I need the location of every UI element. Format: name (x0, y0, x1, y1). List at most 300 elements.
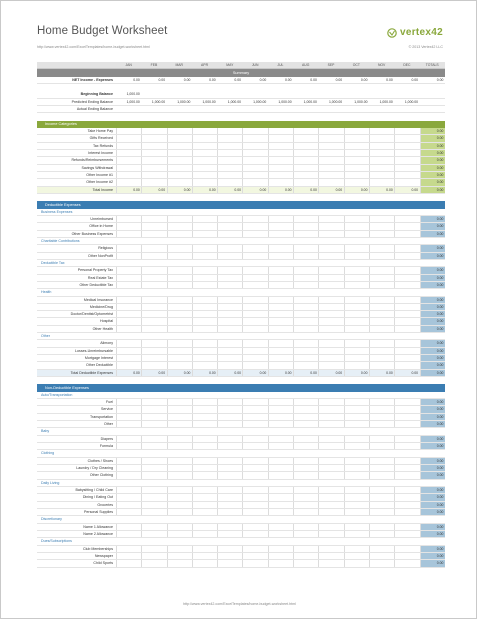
income-row-4-cell-nov[interactable] (369, 157, 394, 163)
deductible-row-4-0-cell-apr[interactable] (192, 340, 217, 346)
nondeductible-row-1-0-cell-jan[interactable] (116, 436, 141, 442)
deductible-row-3-4-cell-apr[interactable] (192, 326, 217, 332)
deductible-row-1-0-cell-feb[interactable] (141, 245, 166, 251)
deductible-row-4-1-cell-mar[interactable] (167, 348, 192, 354)
nondeductible-row-2-2-cell-jul[interactable] (268, 472, 293, 478)
nondeductible-row-3-1-cell-may[interactable] (217, 494, 242, 500)
deductible-row-3-3-cell-feb[interactable] (141, 318, 166, 324)
nondeductible-row-2-0-cell-feb[interactable] (141, 458, 166, 464)
footer-url[interactable]: http://www.vertex42.com/ExcelTemplates/home-budget-worksheet.html (183, 602, 296, 606)
nondeductible-row-4-1-cell-mar[interactable] (167, 531, 192, 537)
income-row-6-cell-may[interactable] (217, 172, 242, 178)
income-row-2-cell-feb[interactable] (141, 143, 166, 149)
deductible-row-1-1-cell-jul[interactable] (268, 253, 293, 259)
deductible-row-3-4-cell-jan[interactable] (116, 326, 141, 332)
nondeductible-row-0-2-cell-may[interactable] (217, 414, 242, 420)
deductible-row-3-2-cell-jan[interactable] (116, 311, 141, 317)
deductible-row-3-0-cell-jun[interactable] (242, 297, 267, 303)
nondeductible-row-1-1-cell-oct[interactable] (344, 443, 369, 449)
income-row-0-cell-sep[interactable] (318, 128, 343, 134)
deductible-row-4-0-cell-may[interactable] (217, 340, 242, 346)
income-row-3-cell-sep[interactable] (318, 150, 343, 156)
income-row-2-cell-apr[interactable] (192, 143, 217, 149)
nondeductible-row-5-2-cell-jan[interactable] (116, 560, 141, 566)
deductible-row-4-2-cell-jul[interactable] (268, 355, 293, 361)
nondeductible-row-2-2-cell-aug[interactable] (293, 472, 318, 478)
income-row-5-cell-oct[interactable] (344, 165, 369, 171)
nondeductible-row-5-0-cell-apr[interactable] (192, 546, 217, 552)
deductible-row-2-2-cell-nov[interactable] (369, 282, 394, 288)
nondeductible-row-4-1-cell-feb[interactable] (141, 531, 166, 537)
income-row-7-cell-jun[interactable] (242, 179, 267, 185)
nondeductible-row-1-0-cell-sep[interactable] (318, 436, 343, 442)
nondeductible-row-2-1-cell-mar[interactable] (167, 465, 192, 471)
nondeductible-row-2-2-cell-oct[interactable] (344, 472, 369, 478)
deductible-row-0-2-cell-jul[interactable] (268, 231, 293, 237)
nondeductible-row-2-2-cell-mar[interactable] (167, 472, 192, 478)
nondeductible-row-2-2-cell-jan[interactable] (116, 472, 141, 478)
deductible-row-0-1-cell-mar[interactable] (167, 223, 192, 229)
deductible-row-3-0-cell-aug[interactable] (293, 297, 318, 303)
deductible-row-4-0-cell-oct[interactable] (344, 340, 369, 346)
nondeductible-row-0-1-cell-mar[interactable] (167, 406, 192, 412)
deductible-row-2-2-cell-may[interactable] (217, 282, 242, 288)
income-row-5-cell-may[interactable] (217, 165, 242, 171)
income-row-7-cell-oct[interactable] (344, 179, 369, 185)
nondeductible-row-3-2-cell-aug[interactable] (293, 502, 318, 508)
deductible-row-1-1-cell-oct[interactable] (344, 253, 369, 259)
nondeductible-row-0-0-cell-jun[interactable] (242, 399, 267, 405)
nondeductible-row-3-0-cell-nov[interactable] (369, 487, 394, 493)
income-row-1-cell-may[interactable] (217, 135, 242, 141)
nondeductible-row-5-0-cell-aug[interactable] (293, 546, 318, 552)
nondeductible-row-5-1-cell-jan[interactable] (116, 553, 141, 559)
nondeductible-row-3-0-cell-jul[interactable] (268, 487, 293, 493)
income-row-3-cell-nov[interactable] (369, 150, 394, 156)
income-row-0-cell-mar[interactable] (167, 128, 192, 134)
nondeductible-row-3-0-cell-jan[interactable] (116, 487, 141, 493)
income-row-4-cell-feb[interactable] (141, 157, 166, 163)
nondeductible-row-4-0-cell-jan[interactable] (116, 524, 141, 530)
nondeductible-row-1-1-cell-jan[interactable] (116, 443, 141, 449)
deductible-row-2-1-cell-feb[interactable] (141, 275, 166, 281)
deductible-row-3-1-cell-jun[interactable] (242, 304, 267, 310)
nondeductible-row-0-1-cell-sep[interactable] (318, 406, 343, 412)
income-row-4-cell-apr[interactable] (192, 157, 217, 163)
nondeductible-row-3-2-cell-jan[interactable] (116, 502, 141, 508)
deductible-row-0-2-cell-mar[interactable] (167, 231, 192, 237)
deductible-row-3-0-cell-feb[interactable] (141, 297, 166, 303)
nondeductible-row-2-1-cell-jun[interactable] (242, 465, 267, 471)
deductible-row-3-4-cell-dec[interactable] (394, 326, 419, 332)
nondeductible-row-3-2-cell-apr[interactable] (192, 502, 217, 508)
nondeductible-row-5-0-cell-feb[interactable] (141, 546, 166, 552)
income-row-4-cell-aug[interactable] (293, 157, 318, 163)
income-row-6-cell-nov[interactable] (369, 172, 394, 178)
nondeductible-row-4-1-cell-apr[interactable] (192, 531, 217, 537)
deductible-row-2-1-cell-may[interactable] (217, 275, 242, 281)
nondeductible-row-3-3-cell-dec[interactable] (394, 509, 419, 515)
deductible-row-4-2-cell-sep[interactable] (318, 355, 343, 361)
income-row-0-cell-apr[interactable] (192, 128, 217, 134)
deductible-row-0-2-cell-sep[interactable] (318, 231, 343, 237)
nondeductible-row-1-1-cell-nov[interactable] (369, 443, 394, 449)
deductible-row-0-2-cell-nov[interactable] (369, 231, 394, 237)
income-row-6-cell-dec[interactable] (394, 172, 419, 178)
nondeductible-row-5-2-cell-dec[interactable] (394, 560, 419, 566)
income-row-1-cell-nov[interactable] (369, 135, 394, 141)
income-row-3-cell-jul[interactable] (268, 150, 293, 156)
deductible-row-3-1-cell-oct[interactable] (344, 304, 369, 310)
nondeductible-row-4-1-cell-oct[interactable] (344, 531, 369, 537)
income-row-5-cell-jan[interactable] (116, 165, 141, 171)
nondeductible-row-3-3-cell-aug[interactable] (293, 509, 318, 515)
deductible-row-4-2-cell-oct[interactable] (344, 355, 369, 361)
deductible-row-0-0-cell-apr[interactable] (192, 216, 217, 222)
nondeductible-row-1-1-cell-feb[interactable] (141, 443, 166, 449)
nondeductible-row-3-0-cell-sep[interactable] (318, 487, 343, 493)
nondeductible-row-0-1-cell-aug[interactable] (293, 406, 318, 412)
income-row-1-cell-sep[interactable] (318, 135, 343, 141)
deductible-row-0-1-cell-oct[interactable] (344, 223, 369, 229)
deductible-row-0-2-cell-feb[interactable] (141, 231, 166, 237)
income-row-6-cell-feb[interactable] (141, 172, 166, 178)
deductible-row-4-3-cell-jun[interactable] (242, 362, 267, 368)
nondeductible-row-5-0-cell-jun[interactable] (242, 546, 267, 552)
nondeductible-row-2-1-cell-apr[interactable] (192, 465, 217, 471)
nondeductible-row-3-1-cell-nov[interactable] (369, 494, 394, 500)
nondeductible-row-3-0-cell-oct[interactable] (344, 487, 369, 493)
nondeductible-row-0-3-cell-jun[interactable] (242, 421, 267, 427)
nondeductible-row-1-1-cell-may[interactable] (217, 443, 242, 449)
nondeductible-row-0-3-cell-jul[interactable] (268, 421, 293, 427)
deductible-row-3-1-cell-feb[interactable] (141, 304, 166, 310)
income-row-2-cell-sep[interactable] (318, 143, 343, 149)
deductible-row-4-1-cell-may[interactable] (217, 348, 242, 354)
deductible-row-4-1-cell-jan[interactable] (116, 348, 141, 354)
nondeductible-row-2-1-cell-aug[interactable] (293, 465, 318, 471)
deductible-row-1-0-cell-oct[interactable] (344, 245, 369, 251)
nondeductible-row-4-0-cell-dec[interactable] (394, 524, 419, 530)
nondeductible-row-2-1-cell-jan[interactable] (116, 465, 141, 471)
income-row-7-cell-dec[interactable] (394, 179, 419, 185)
nondeductible-row-2-2-cell-sep[interactable] (318, 472, 343, 478)
income-row-5-cell-apr[interactable] (192, 165, 217, 171)
nondeductible-row-3-3-cell-mar[interactable] (167, 509, 192, 515)
deductible-row-0-0-cell-aug[interactable] (293, 216, 318, 222)
nondeductible-row-0-1-cell-jul[interactable] (268, 406, 293, 412)
nondeductible-row-1-0-cell-aug[interactable] (293, 436, 318, 442)
deductible-row-2-2-cell-apr[interactable] (192, 282, 217, 288)
nondeductible-row-4-0-cell-aug[interactable] (293, 524, 318, 530)
deductible-row-2-1-cell-apr[interactable] (192, 275, 217, 281)
nondeductible-row-0-1-cell-feb[interactable] (141, 406, 166, 412)
deductible-row-2-1-cell-mar[interactable] (167, 275, 192, 281)
nondeductible-row-0-0-cell-feb[interactable] (141, 399, 166, 405)
deductible-row-0-1-cell-sep[interactable] (318, 223, 343, 229)
nondeductible-row-5-2-cell-may[interactable] (217, 560, 242, 566)
deductible-row-1-1-cell-sep[interactable] (318, 253, 343, 259)
deductible-row-3-2-cell-sep[interactable] (318, 311, 343, 317)
deductible-row-3-0-cell-oct[interactable] (344, 297, 369, 303)
deductible-row-4-3-cell-feb[interactable] (141, 362, 166, 368)
nondeductible-row-4-1-cell-sep[interactable] (318, 531, 343, 537)
deductible-row-2-2-cell-aug[interactable] (293, 282, 318, 288)
nondeductible-row-3-3-cell-oct[interactable] (344, 509, 369, 515)
beginning-balance-value[interactable]: 1,000.00 (126, 92, 140, 97)
deductible-row-1-0-cell-dec[interactable] (394, 245, 419, 251)
deductible-row-0-2-cell-may[interactable] (217, 231, 242, 237)
nondeductible-row-3-0-cell-mar[interactable] (167, 487, 192, 493)
deductible-row-3-4-cell-aug[interactable] (293, 326, 318, 332)
nondeductible-row-5-2-cell-apr[interactable] (192, 560, 217, 566)
income-row-0-cell-jan[interactable] (116, 128, 141, 134)
nondeductible-row-0-3-cell-oct[interactable] (344, 421, 369, 427)
nondeductible-row-5-2-cell-aug[interactable] (293, 560, 318, 566)
income-row-0-cell-feb[interactable] (141, 128, 166, 134)
deductible-row-4-1-cell-dec[interactable] (394, 348, 419, 354)
income-row-2-cell-dec[interactable] (394, 143, 419, 149)
nondeductible-row-3-3-cell-sep[interactable] (318, 509, 343, 515)
nondeductible-row-5-2-cell-jul[interactable] (268, 560, 293, 566)
nondeductible-row-5-1-cell-may[interactable] (217, 553, 242, 559)
nondeductible-row-4-1-cell-dec[interactable] (394, 531, 419, 537)
deductible-row-4-0-cell-mar[interactable] (167, 340, 192, 346)
deductible-row-2-1-cell-sep[interactable] (318, 275, 343, 281)
deductible-row-3-1-cell-nov[interactable] (369, 304, 394, 310)
deductible-row-2-1-cell-dec[interactable] (394, 275, 419, 281)
deductible-row-0-0-cell-dec[interactable] (394, 216, 419, 222)
deductible-row-2-0-cell-nov[interactable] (369, 267, 394, 273)
nondeductible-row-5-0-cell-mar[interactable] (167, 546, 192, 552)
income-row-1-cell-aug[interactable] (293, 135, 318, 141)
nondeductible-row-0-2-cell-dec[interactable] (394, 414, 419, 420)
nondeductible-row-3-2-cell-mar[interactable] (167, 502, 192, 508)
deductible-row-4-3-cell-mar[interactable] (167, 362, 192, 368)
deductible-row-4-1-cell-sep[interactable] (318, 348, 343, 354)
nondeductible-row-0-2-cell-feb[interactable] (141, 414, 166, 420)
nondeductible-row-0-3-cell-dec[interactable] (394, 421, 419, 427)
nondeductible-row-5-0-cell-jan[interactable] (116, 546, 141, 552)
deductible-row-4-1-cell-apr[interactable] (192, 348, 217, 354)
deductible-row-4-0-cell-jul[interactable] (268, 340, 293, 346)
income-row-1-cell-dec[interactable] (394, 135, 419, 141)
nondeductible-row-0-1-cell-may[interactable] (217, 406, 242, 412)
nondeductible-row-0-0-cell-apr[interactable] (192, 399, 217, 405)
income-row-3-cell-oct[interactable] (344, 150, 369, 156)
nondeductible-row-3-2-cell-sep[interactable] (318, 502, 343, 508)
deductible-row-4-1-cell-jun[interactable] (242, 348, 267, 354)
nondeductible-row-2-0-cell-aug[interactable] (293, 458, 318, 464)
deductible-row-0-1-cell-jun[interactable] (242, 223, 267, 229)
income-row-7-cell-nov[interactable] (369, 179, 394, 185)
nondeductible-row-4-0-cell-feb[interactable] (141, 524, 166, 530)
deductible-row-2-1-cell-aug[interactable] (293, 275, 318, 281)
deductible-row-2-2-cell-jul[interactable] (268, 282, 293, 288)
deductible-row-0-0-cell-oct[interactable] (344, 216, 369, 222)
nondeductible-row-0-3-cell-jan[interactable] (116, 421, 141, 427)
deductible-row-1-1-cell-aug[interactable] (293, 253, 318, 259)
deductible-row-3-1-cell-may[interactable] (217, 304, 242, 310)
deductible-row-3-1-cell-apr[interactable] (192, 304, 217, 310)
nondeductible-row-5-2-cell-jun[interactable] (242, 560, 267, 566)
deductible-row-3-0-cell-sep[interactable] (318, 297, 343, 303)
nondeductible-row-0-3-cell-nov[interactable] (369, 421, 394, 427)
deductible-row-3-3-cell-aug[interactable] (293, 318, 318, 324)
deductible-row-1-1-cell-nov[interactable] (369, 253, 394, 259)
nondeductible-row-3-2-cell-dec[interactable] (394, 502, 419, 508)
nondeductible-row-2-1-cell-feb[interactable] (141, 465, 166, 471)
deductible-row-4-2-cell-feb[interactable] (141, 355, 166, 361)
nondeductible-row-2-0-cell-jan[interactable] (116, 458, 141, 464)
nondeductible-row-4-0-cell-nov[interactable] (369, 524, 394, 530)
nondeductible-row-4-1-cell-aug[interactable] (293, 531, 318, 537)
income-row-4-cell-jan[interactable] (116, 157, 141, 163)
income-row-5-cell-dec[interactable] (394, 165, 419, 171)
income-row-6-cell-sep[interactable] (318, 172, 343, 178)
nondeductible-row-0-2-cell-jun[interactable] (242, 414, 267, 420)
nondeductible-row-4-0-cell-apr[interactable] (192, 524, 217, 530)
income-row-2-cell-jan[interactable] (116, 143, 141, 149)
nondeductible-row-3-2-cell-jul[interactable] (268, 502, 293, 508)
deductible-row-2-1-cell-jul[interactable] (268, 275, 293, 281)
nondeductible-row-2-1-cell-oct[interactable] (344, 465, 369, 471)
nondeductible-row-0-2-cell-jan[interactable] (116, 414, 141, 420)
nondeductible-row-1-0-cell-jul[interactable] (268, 436, 293, 442)
nondeductible-row-4-0-cell-jun[interactable] (242, 524, 267, 530)
deductible-row-0-2-cell-jan[interactable] (116, 231, 141, 237)
nondeductible-row-3-3-cell-feb[interactable] (141, 509, 166, 515)
nondeductible-row-1-1-cell-mar[interactable] (167, 443, 192, 449)
nondeductible-row-5-1-cell-mar[interactable] (167, 553, 192, 559)
nondeductible-row-3-0-cell-jun[interactable] (242, 487, 267, 493)
deductible-row-4-2-cell-mar[interactable] (167, 355, 192, 361)
deductible-row-1-0-cell-may[interactable] (217, 245, 242, 251)
nondeductible-row-1-0-cell-oct[interactable] (344, 436, 369, 442)
nondeductible-row-2-1-cell-sep[interactable] (318, 465, 343, 471)
nondeductible-row-3-0-cell-aug[interactable] (293, 487, 318, 493)
nondeductible-row-0-2-cell-apr[interactable] (192, 414, 217, 420)
nondeductible-row-2-0-cell-mar[interactable] (167, 458, 192, 464)
deductible-row-3-2-cell-aug[interactable] (293, 311, 318, 317)
nondeductible-row-3-1-cell-mar[interactable] (167, 494, 192, 500)
nondeductible-row-3-0-cell-may[interactable] (217, 487, 242, 493)
income-row-1-cell-jun[interactable] (242, 135, 267, 141)
deductible-row-3-2-cell-oct[interactable] (344, 311, 369, 317)
nondeductible-row-3-3-cell-jun[interactable] (242, 509, 267, 515)
nondeductible-row-0-3-cell-apr[interactable] (192, 421, 217, 427)
nondeductible-row-5-0-cell-dec[interactable] (394, 546, 419, 552)
deductible-row-4-0-cell-dec[interactable] (394, 340, 419, 346)
nondeductible-row-2-1-cell-nov[interactable] (369, 465, 394, 471)
income-row-6-cell-aug[interactable] (293, 172, 318, 178)
nondeductible-row-2-0-cell-may[interactable] (217, 458, 242, 464)
income-row-2-cell-may[interactable] (217, 143, 242, 149)
deductible-row-4-3-cell-may[interactable] (217, 362, 242, 368)
income-row-4-cell-oct[interactable] (344, 157, 369, 163)
nondeductible-row-5-0-cell-jul[interactable] (268, 546, 293, 552)
deductible-row-3-4-cell-nov[interactable] (369, 326, 394, 332)
nondeductible-row-2-0-cell-sep[interactable] (318, 458, 343, 464)
deductible-row-4-0-cell-jan[interactable] (116, 340, 141, 346)
nondeductible-row-4-1-cell-jun[interactable] (242, 531, 267, 537)
nondeductible-row-1-0-cell-jun[interactable] (242, 436, 267, 442)
deductible-row-4-0-cell-sep[interactable] (318, 340, 343, 346)
deductible-row-1-0-cell-jan[interactable] (116, 245, 141, 251)
nondeductible-row-2-0-cell-jun[interactable] (242, 458, 267, 464)
nondeductible-row-2-0-cell-oct[interactable] (344, 458, 369, 464)
nondeductible-row-0-2-cell-nov[interactable] (369, 414, 394, 420)
deductible-row-1-1-cell-may[interactable] (217, 253, 242, 259)
nondeductible-row-5-2-cell-nov[interactable] (369, 560, 394, 566)
deductible-row-3-3-cell-jun[interactable] (242, 318, 267, 324)
income-row-6-cell-jun[interactable] (242, 172, 267, 178)
income-row-2-cell-aug[interactable] (293, 143, 318, 149)
deductible-row-3-1-cell-mar[interactable] (167, 304, 192, 310)
nondeductible-row-5-2-cell-mar[interactable] (167, 560, 192, 566)
nondeductible-row-2-0-cell-apr[interactable] (192, 458, 217, 464)
nondeductible-row-0-2-cell-mar[interactable] (167, 414, 192, 420)
nondeductible-row-0-0-cell-oct[interactable] (344, 399, 369, 405)
income-row-6-cell-jul[interactable] (268, 172, 293, 178)
nondeductible-row-2-1-cell-dec[interactable] (394, 465, 419, 471)
deductible-row-4-0-cell-aug[interactable] (293, 340, 318, 346)
income-row-4-cell-mar[interactable] (167, 157, 192, 163)
nondeductible-row-0-2-cell-sep[interactable] (318, 414, 343, 420)
income-row-3-cell-dec[interactable] (394, 150, 419, 156)
deductible-row-1-0-cell-sep[interactable] (318, 245, 343, 251)
deductible-row-4-3-cell-jul[interactable] (268, 362, 293, 368)
income-row-2-cell-jul[interactable] (268, 143, 293, 149)
deductible-row-3-3-cell-sep[interactable] (318, 318, 343, 324)
income-row-4-cell-sep[interactable] (318, 157, 343, 163)
deductible-row-4-2-cell-aug[interactable] (293, 355, 318, 361)
nondeductible-row-0-0-cell-nov[interactable] (369, 399, 394, 405)
nondeductible-row-3-1-cell-aug[interactable] (293, 494, 318, 500)
nondeductible-row-5-0-cell-nov[interactable] (369, 546, 394, 552)
income-row-3-cell-mar[interactable] (167, 150, 192, 156)
nondeductible-row-4-0-cell-sep[interactable] (318, 524, 343, 530)
source-url[interactable]: http://www.vertex42.com/ExcelTemplates/home-budget-worksheet.html (37, 45, 150, 49)
deductible-row-2-2-cell-mar[interactable] (167, 282, 192, 288)
nondeductible-row-4-1-cell-jul[interactable] (268, 531, 293, 537)
deductible-row-0-0-cell-sep[interactable] (318, 216, 343, 222)
deductible-row-2-2-cell-oct[interactable] (344, 282, 369, 288)
nondeductible-row-2-2-cell-nov[interactable] (369, 472, 394, 478)
nondeductible-row-3-2-cell-oct[interactable] (344, 502, 369, 508)
deductible-row-2-2-cell-jan[interactable] (116, 282, 141, 288)
deductible-row-4-3-cell-dec[interactable] (394, 362, 419, 368)
deductible-row-4-1-cell-nov[interactable] (369, 348, 394, 354)
nondeductible-row-3-1-cell-jul[interactable] (268, 494, 293, 500)
nondeductible-row-2-1-cell-may[interactable] (217, 465, 242, 471)
income-row-1-cell-jan[interactable] (116, 135, 141, 141)
income-row-2-cell-nov[interactable] (369, 143, 394, 149)
deductible-row-3-2-cell-may[interactable] (217, 311, 242, 317)
deductible-row-4-0-cell-jun[interactable] (242, 340, 267, 346)
deductible-row-0-0-cell-may[interactable] (217, 216, 242, 222)
nondeductible-row-4-1-cell-may[interactable] (217, 531, 242, 537)
deductible-row-4-1-cell-feb[interactable] (141, 348, 166, 354)
deductible-row-4-3-cell-aug[interactable] (293, 362, 318, 368)
nondeductible-row-2-2-cell-feb[interactable] (141, 472, 166, 478)
income-row-1-cell-mar[interactable] (167, 135, 192, 141)
deductible-row-3-2-cell-dec[interactable] (394, 311, 419, 317)
nondeductible-row-0-1-cell-nov[interactable] (369, 406, 394, 412)
deductible-row-1-1-cell-jan[interactable] (116, 253, 141, 259)
nondeductible-row-1-1-cell-dec[interactable] (394, 443, 419, 449)
deductible-row-0-0-cell-jun[interactable] (242, 216, 267, 222)
